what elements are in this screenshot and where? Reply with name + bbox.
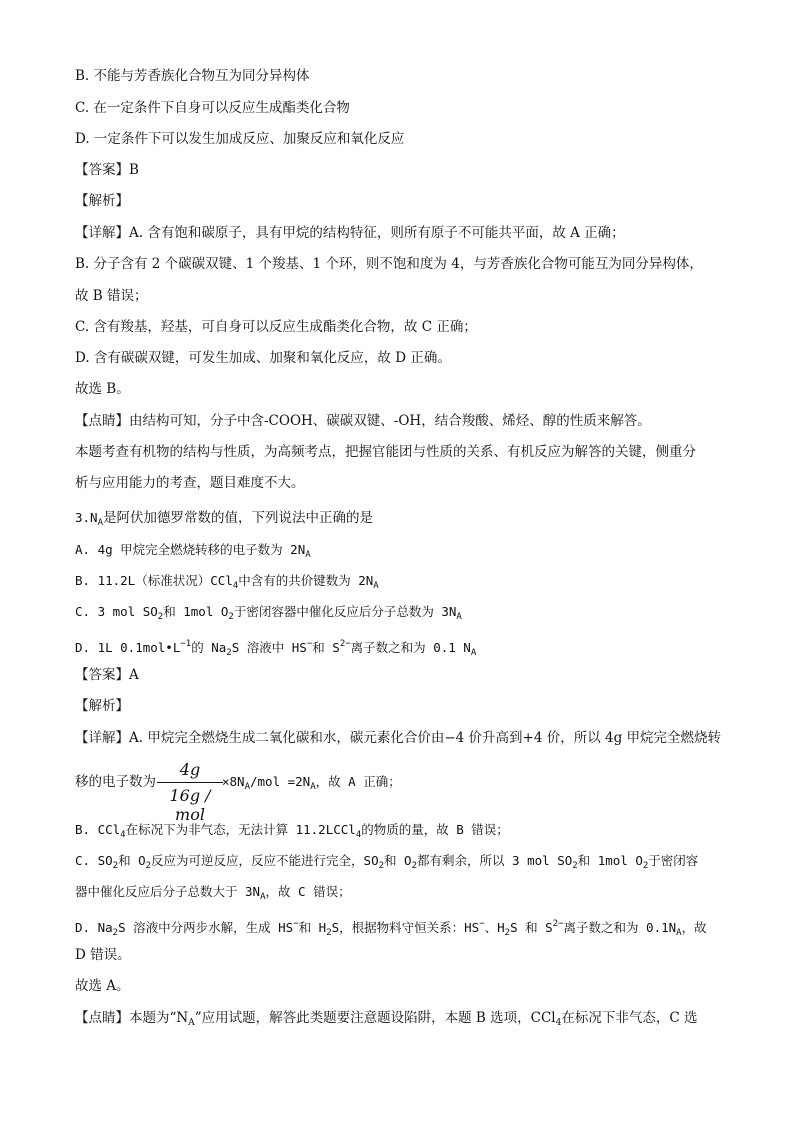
option-d-line: D. 一定条件下可以发生加成反应、加聚反应和氧化反应 xyxy=(75,131,405,147)
q3-option-d: D. 1L $0.1mol•L^{-1}$的 $Na_2S$ 溶液中 HS−和 $S^{2-}$离子数之和为 0.1 $N_A$ xyxy=(75,639,477,658)
detail-c-line: C. 含有羧基，羟基，可自身可以反应生成酯类化合物，故 C 正确； xyxy=(75,319,477,335)
detail-2-b-line: B. CCl$_4$在标况下为非气态，无法计算 11.2LCCl$_4$的物质的量，故 B 错误； xyxy=(75,822,509,840)
detail-a-line: 【详解】A. 含有饱和碳原子，具有甲烷的结构特征，则所有原子不可能共平面，故 A 正确； xyxy=(75,225,625,241)
detail-2-c-line: C. $SO_2$和 $O_2$反应为可逆反应，反应不能进行完全，$SO_2$和 $O_2$都有剩余，所以 3 mol $SO_2$和 1mol $O_2$于密闭容 xyxy=(75,853,699,871)
detail-2-d-line: D. $Na_2S$ 溶液中分两步水解，生成 HS−和 $H_2S$，根据物料守恒关系：HS−、$H_2S$ 和 $S^{2-}$离子数之和为 $0.1N_A$，故 xyxy=(75,919,707,938)
key-point-line: 【点睛】由结构可知，分子中含-COOH、碳碳双键、-OH，结合羧酸、烯烃、醇的性质来解答。 xyxy=(75,413,651,429)
detail-2-a-line: 【详解】A. 甲烷完全燃烧生成二氧化碳和水，碳元素化合价由−4 价升高到+4 价，所以 4g 甲烷完全燃烧转 xyxy=(75,730,722,746)
q3-option-a: A. 4g 甲烷完全燃烧转移的电子数为 $2N_A$ xyxy=(75,542,311,560)
question-3-stem: $3.N_A$是阿伏加德罗常数的值，下列说法中正确的是 xyxy=(75,510,373,528)
detail-b-cont: 故 B 错误； xyxy=(75,288,148,304)
detail-d-line: D. 含有碳碳双键，可发生加成、加聚和氧化反应，故 D 正确。 xyxy=(75,350,451,366)
option-c-line: C. 在一定条件下自身可以反应生成酯类化合物 xyxy=(75,100,350,116)
answer-label: 【答案】B xyxy=(75,162,139,178)
fraction-bar xyxy=(157,782,223,783)
analysis-label-2: 【解析】 xyxy=(75,698,129,714)
fraction-prefix: 移的电子数为 xyxy=(75,774,156,790)
detail-2-d-cont: D 错误。 xyxy=(75,947,131,963)
answer-label-2: 【答案】A xyxy=(75,667,139,683)
key-point-line-2: 【点睛】本题为“$N_A$”应用试题，解答此类题要注意题设陷阱，本题 B 选项，CCl$_4$在标况下非气态，C 选 xyxy=(75,1010,698,1028)
fraction-numerator: 4g xyxy=(179,760,201,779)
summary-line-1: 本题考查有机物的结构与性质，为高频考点，把握官能团与性质的关系、有机反应为解答的关键，侧重分 xyxy=(75,444,696,460)
fraction-suffix: $\times 8N_A$/mol $=2N_A$，故 A 正确； xyxy=(222,774,401,792)
q3-option-b: B. 11.2L（标准状况）CCl$_4$中含有的共价键数为 $2N_A$ xyxy=(75,573,379,591)
q3-option-c: C. 3 mol $SO_2$和 1mol $O_2$于密闭容器中催化反应后分子总数为 $3N_A$ xyxy=(75,604,462,622)
detail-2-c-cont: 器中催化反应后分子总数大于 $3N_A$，故 C 错误； xyxy=(75,884,351,902)
conclusion-line-2: 故选 A。 xyxy=(75,978,130,994)
conclusion-line: 故选 B。 xyxy=(75,381,130,397)
summary-line-2: 析与应用能力的考查，题目难度不大。 xyxy=(75,475,305,491)
detail-b-line: B. 分子含有 2 个碳碳双键、1 个羧基、1 个环，则不饱和度为 4，与芳香族化合物可能互为同分异构体， xyxy=(75,256,703,272)
fraction-expression xyxy=(157,760,223,824)
fraction-denominator: 16g / mol xyxy=(169,786,211,824)
analysis-label: 【解析】 xyxy=(75,193,129,209)
option-b-line: B. 不能与芳香族化合物互为同分异构体 xyxy=(75,68,310,84)
